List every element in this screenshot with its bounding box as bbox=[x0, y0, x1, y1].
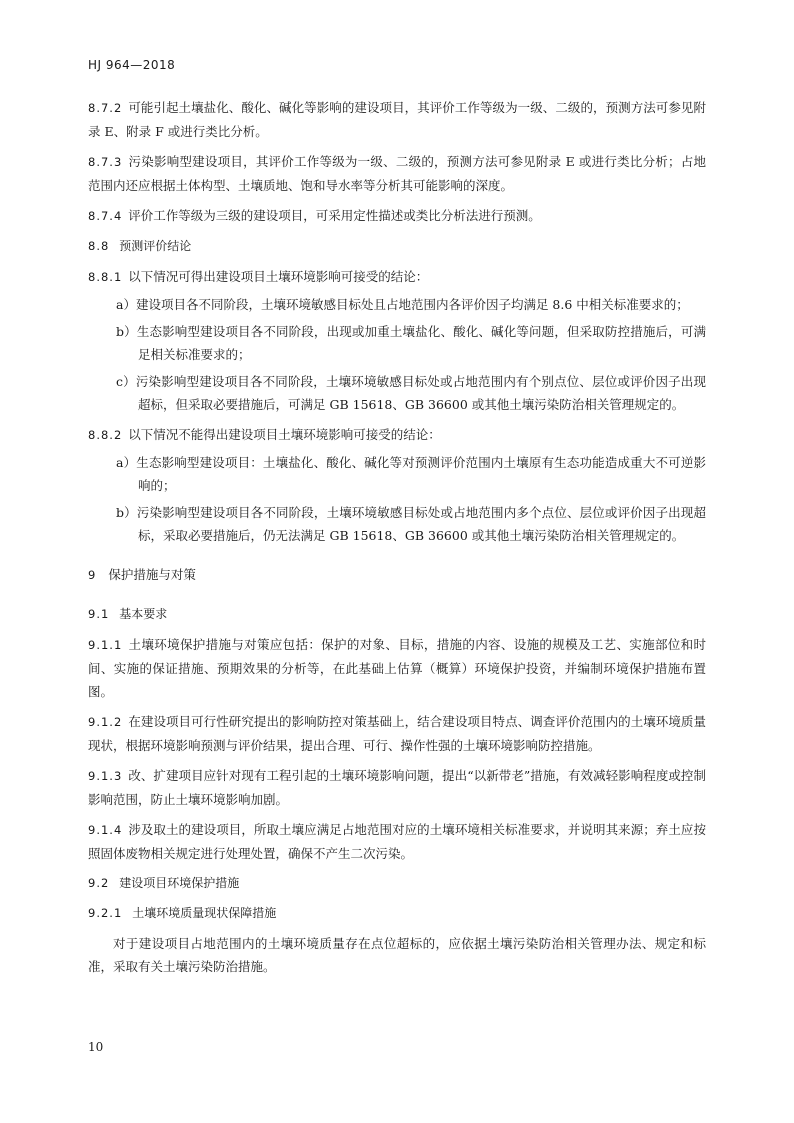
item-text: 污染影响型建设项目各不同阶段，土壤环境敏感目标处或占地范围内多个点位、层位或评价因子出现超标，采取必要措施后，仍无法满足 GB 15618、GB 36600 或其他土壤污染防治相关管理规定的。 bbox=[136, 505, 706, 543]
section-title: 基本要求 bbox=[119, 607, 168, 621]
clause-number: 8.8.2 bbox=[88, 428, 123, 442]
list-item bbox=[116, 451, 706, 497]
section-number: 9.2.1 bbox=[88, 906, 123, 920]
chapter-heading-9 bbox=[88, 563, 706, 587]
clause-number: 9.1.1 bbox=[88, 638, 123, 652]
item-label: b） bbox=[116, 505, 137, 520]
clause-number: 8.7.4 bbox=[88, 209, 123, 223]
clause-text: 以下情况不能得出建设项目土壤环境影响可接受的结论： bbox=[128, 427, 441, 442]
clause-number: 8.7.3 bbox=[88, 155, 123, 169]
clause-text: 土壤环境保护措施与对策应包括：保护的对象、目标，措施的内容、设施的规模及工艺、实施部位和时间、实施的保证措施、预期效果的分析等，在此基础上估算（概算）环境保护投资，并编制环境保护措施布置图。 bbox=[88, 637, 706, 699]
paragraph-9-1-2 bbox=[88, 710, 706, 757]
section-number: 9.1 bbox=[88, 607, 110, 621]
clause-number: 9.1.4 bbox=[88, 823, 123, 837]
clause-number: 8.7.2 bbox=[88, 101, 123, 115]
item-text: 生态影响型建设项目各不同阶段，出现或加重土壤盐化、酸化、碱化等问题，但采取防控措施后，可满足相关标准要求的； bbox=[136, 324, 706, 362]
item-text: 污染影响型建设项目各不同阶段，土壤环境敏感目标处或占地范围内有个别点位、层位或评价因子出现超标，但采取必要措施后，可满足 GB 15618、GB 36600 或其他土壤污染防治相关管理规定的。 bbox=[135, 374, 706, 412]
paragraph-8-7-2 bbox=[88, 96, 706, 143]
list-item bbox=[116, 370, 706, 416]
page-number: 10 bbox=[88, 1040, 104, 1054]
section-heading-8-8 bbox=[88, 235, 706, 258]
item-label: a） bbox=[116, 455, 137, 470]
clause-number: 8.8.1 bbox=[88, 270, 123, 284]
chapter-title: 保护措施与对策 bbox=[108, 567, 196, 582]
paragraph-8-7-4 bbox=[88, 204, 706, 228]
clause-text: 评价工作等级为三级的建设项目，可采用定性描述或类比分析法进行预测。 bbox=[128, 208, 541, 223]
clause-text: 改、扩建项目应针对现有工程引起的土壤环境影响问题，提出“以新带老”措施，有效减轻影响程度或控制影响范围，防止土壤环境影响加剧。 bbox=[88, 768, 706, 807]
clause-number: 9.1.3 bbox=[88, 769, 123, 783]
clause-number: 9.1.2 bbox=[88, 715, 123, 729]
paragraph-9-1-4 bbox=[88, 818, 706, 865]
section-heading-9-2 bbox=[88, 872, 706, 895]
section-heading-9-2-1 bbox=[88, 902, 706, 925]
chapter-number: 9 bbox=[88, 568, 97, 582]
doc-code-header: HJ 964—2018 bbox=[88, 58, 176, 72]
section-title: 预测评价结论 bbox=[119, 239, 192, 253]
paragraph-9-2-1-body: 对于建设项目占地范围内的土壤环境质量存在点位超标的，应依据土壤污染防治相关管理办法、规定和标准，采取有关土壤污染防治措施。 bbox=[88, 936, 706, 974]
section-title: 建设项目环境保护措施 bbox=[119, 876, 240, 890]
item-text: 生态影响型建设项目：土壤盐化、酸化、碱化等对预测评价范围内土壤原有生态功能造成重大不可逆影响的； bbox=[136, 455, 706, 493]
section-heading-9-1 bbox=[88, 603, 706, 626]
list-item bbox=[116, 320, 706, 366]
paragraph-9-1-3 bbox=[88, 764, 706, 811]
clause-text: 以下情况可得出建设项目土壤环境影响可接受的结论： bbox=[128, 269, 429, 284]
clause-text: 涉及取土的建设项目，所取土壤应满足占地范围对应的土壤环境相关标准要求，并说明其来源；弃土应按照固体废物相关规定进行处理处置，确保不产生二次污染。 bbox=[88, 822, 706, 861]
page-content bbox=[88, 96, 706, 978]
paragraph-8-8-1 bbox=[88, 265, 706, 289]
clause-text: 在建设项目可行性研究提出的影响防控对策基础上，结合建设项目特点、调查评价范围内的土壤环境质量现状，根据环境影响预测与评价结果，提出合理、可行、操作性强的土壤环境影响防控措施。 bbox=[88, 714, 706, 753]
list-item bbox=[116, 293, 706, 316]
section-number: 8.8 bbox=[88, 239, 110, 253]
list-item bbox=[116, 501, 706, 547]
item-label: c） bbox=[116, 374, 136, 389]
item-label: a） bbox=[116, 297, 136, 312]
item-text: 建设项目各不同阶段，土壤环境敏感目标处且占地范围内各评价因子均满足 8.6 中相关标准要求的； bbox=[135, 297, 689, 312]
section-number: 9.2 bbox=[88, 876, 110, 890]
paragraph-8-8-2 bbox=[88, 423, 706, 447]
item-label: b） bbox=[116, 324, 137, 339]
clause-text: 污染影响型建设项目，其评价工作等级为一级、二级的，预测方法可参见附录 E 或进行类比分析；占地范围内还应根据土体构型、土壤质地、饱和导水率等分析其可能影响的深度。 bbox=[88, 154, 706, 193]
section-title: 土壤环境质量现状保障措施 bbox=[132, 906, 277, 920]
paragraph-9-1-1 bbox=[88, 633, 706, 703]
clause-text: 可能引起土壤盐化、酸化、碱化等影响的建设项目，其评价工作等级为一级、二级的，预测方法可参见附录 E、附录 F 或进行类比分析。 bbox=[88, 100, 706, 139]
paragraph-8-7-3 bbox=[88, 150, 706, 197]
